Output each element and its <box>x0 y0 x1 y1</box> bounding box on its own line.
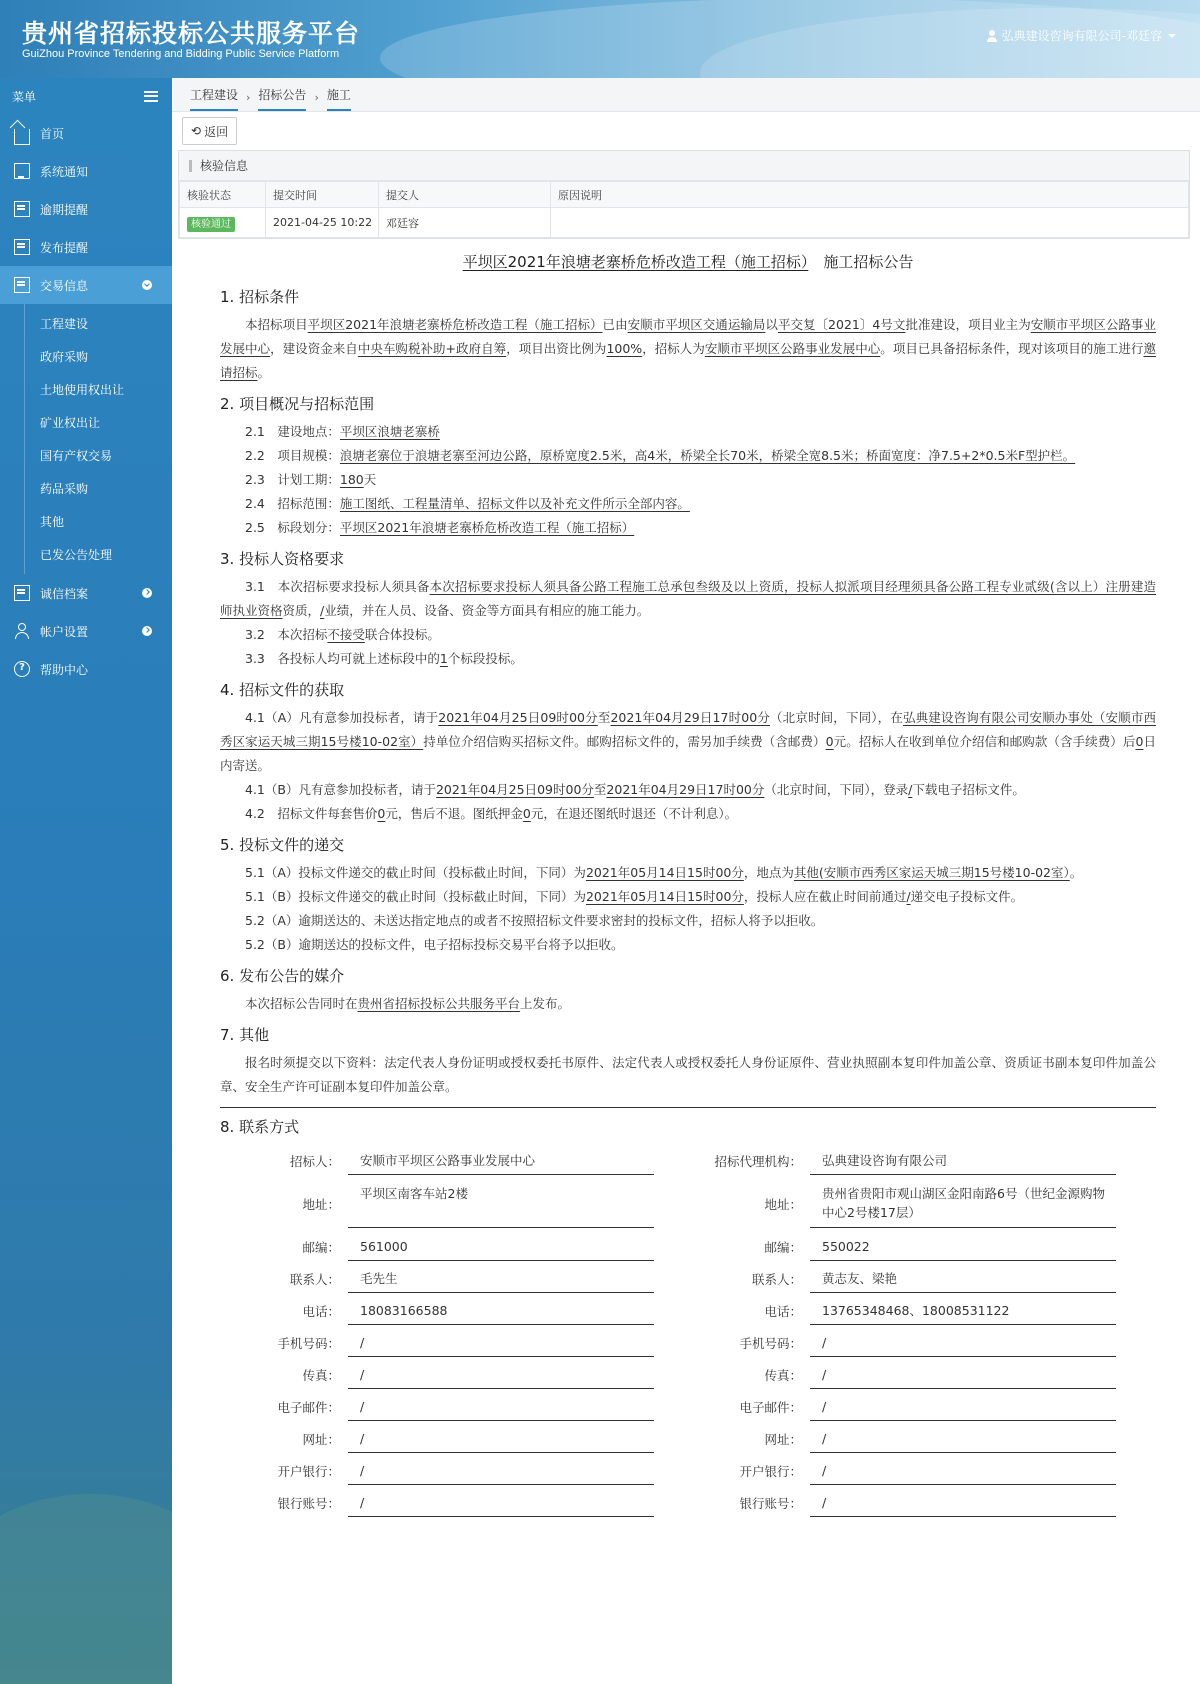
submenu-item[interactable]: 政府采购 <box>40 350 89 364</box>
menu-header <box>0 78 172 114</box>
contact-label: 银行账号： <box>739 1496 802 1511</box>
field-value: 2021年04月29日17时00分 <box>606 782 765 797</box>
list-icon <box>14 239 30 255</box>
contact-row <box>682 1295 1144 1327</box>
column-header: 提交时间 <box>266 182 379 208</box>
text: 。 <box>1069 865 1083 880</box>
contact-label: 手机号码： <box>739 1336 802 1351</box>
sidebar-item-label: 系统通知 <box>40 164 89 179</box>
contact-row <box>220 1391 682 1423</box>
contact-row <box>682 1359 1144 1391</box>
contact-row <box>220 1327 682 1359</box>
contact-row <box>220 1231 682 1263</box>
contact-label: 手机号码： <box>277 1336 340 1351</box>
section-line <box>220 420 1156 444</box>
sidebar-item-label: 帐户设置 <box>40 624 89 639</box>
user-icon <box>986 30 998 42</box>
contact-value: / <box>810 1489 1116 1517</box>
sidebar-item-overdue[interactable] <box>0 190 172 228</box>
section-line <box>220 492 1156 516</box>
toolbar <box>172 112 1200 150</box>
column-header: 提交人 <box>379 182 551 208</box>
contact-row <box>220 1177 682 1231</box>
field-value: 0 <box>377 806 386 821</box>
field-value: 邀请招标 <box>220 341 1156 380</box>
section-line <box>220 468 1156 492</box>
text: 已由 <box>602 317 628 332</box>
column-header: 原因说明 <box>551 182 1189 208</box>
list-icon <box>14 201 30 217</box>
field-value: 0 <box>1135 734 1144 749</box>
field-value: 2021年04月25日09时00分 <box>435 782 594 797</box>
text: 2.2 项目规模： <box>245 448 340 463</box>
text: 业绩，并在人员、设备、资金等方面具有相应的施工能力。 <box>324 603 650 618</box>
submenu-item[interactable]: 工程建设 <box>40 317 89 331</box>
status-cell <box>180 208 266 238</box>
contact-row <box>682 1145 1144 1177</box>
text: ，地点为 <box>743 865 794 880</box>
monitor-icon <box>14 163 30 179</box>
text: 3.2 本次招标 <box>245 627 328 642</box>
sidebar-decoration <box>0 1494 172 1684</box>
text: 。 <box>257 365 271 380</box>
text: 2.1 建设地点： <box>245 424 340 439</box>
menu-label: 菜单 <box>12 89 37 104</box>
contact-value: / <box>348 1393 654 1421</box>
sidebar-item-label: 逾期提醒 <box>40 202 89 217</box>
home-icon <box>14 129 30 145</box>
section-paragraph <box>220 313 1156 385</box>
contact-label: 开户银行： <box>277 1464 340 1479</box>
field-value: 其他(安顺市西秀区家运天城三期15号楼10-02室） <box>793 865 1070 880</box>
submenu-item[interactable]: 矿业权出让 <box>40 416 101 430</box>
divider <box>220 1107 1156 1108</box>
contact-label: 网址： <box>764 1432 802 1447</box>
contact-value: / <box>810 1329 1116 1357</box>
contact-label: 传真： <box>764 1368 802 1383</box>
submenu <box>24 304 172 574</box>
text: 元，售后不退。图纸押金 <box>385 806 523 821</box>
contact-value: 安顺市平坝区公路事业发展中心 <box>348 1147 654 1175</box>
text: 持单位介绍信购买招标文件。邮购招标文件的，需另加手续费（含邮费） <box>423 734 826 749</box>
contact-value: / <box>810 1425 1116 1453</box>
contact-label: 地址： <box>764 1197 802 1212</box>
section-line <box>220 623 1156 647</box>
section-line <box>220 992 1156 1016</box>
submitter-cell: 邓廷容 <box>379 208 551 238</box>
contact-row <box>682 1263 1144 1295</box>
section-line <box>220 516 1156 540</box>
chevron-right-icon <box>142 626 152 636</box>
text: 以 <box>765 317 778 332</box>
section-line: 5.2（B）逾期送达的投标文件，电子招标投标交易平台将予以拒收。 <box>245 937 624 952</box>
contact-value: / <box>348 1457 654 1485</box>
contact-value: 黄志友、梁艳 <box>810 1265 1116 1293</box>
title-suffix: 施工招标公告 <box>823 253 914 271</box>
user-name: 弘典建设咨询有限公司-邓廷容 <box>1001 29 1162 43</box>
sidebar-item-label: 发布提醒 <box>40 240 89 255</box>
text: 2.5 标段划分： <box>245 520 340 535</box>
back-label: 返回 <box>204 124 229 139</box>
field-value: 安顺市平坝区公路事业发展中心 <box>704 341 881 356</box>
sidebar-item-label: 首页 <box>40 126 65 141</box>
contact-column-tenderer <box>220 1145 682 1519</box>
chevron-right-icon <box>142 588 152 598</box>
sidebar-item-publish[interactable] <box>0 228 172 266</box>
contact-label: 联系人： <box>289 1272 340 1287</box>
text: ，招标人为 <box>642 341 705 356</box>
contact-row <box>220 1145 682 1177</box>
breadcrumb-separator: › <box>314 91 319 104</box>
verify-panel <box>178 150 1190 239</box>
section-heading: 5. 投标文件的递交 <box>220 836 345 854</box>
contact-value: 18083166588 <box>348 1297 654 1325</box>
contact-row <box>682 1327 1144 1359</box>
text: 2.4 招标范围： <box>245 496 340 511</box>
contact-label: 电话： <box>302 1304 340 1319</box>
section-line <box>220 802 1156 826</box>
field-value: 2021年04月25日09时00分 <box>438 710 598 725</box>
contact-label: 联系人： <box>751 1272 802 1287</box>
submenu-item[interactable]: 国有产权交易 <box>40 449 113 463</box>
text: 4.1（A）凡有意参加投标者，请于 <box>245 710 439 725</box>
main-content <box>172 78 1200 1684</box>
sidebar-item-label: 诚信档案 <box>40 586 89 601</box>
breadcrumb <box>172 78 1200 112</box>
sidebar-item-label: 帮助中心 <box>40 662 89 677</box>
reason-cell <box>551 208 1189 238</box>
section-heading: 2. 项目概况与招标范围 <box>220 395 375 413</box>
breadcrumb-item[interactable]: 施工 <box>327 86 351 111</box>
list-icon <box>14 277 30 293</box>
contact-label: 邮编： <box>302 1240 340 1255</box>
text: 个标段投标。 <box>447 651 523 666</box>
text: （北京时间，下同），在 <box>770 710 903 725</box>
text: 资质， <box>282 603 321 618</box>
field-value: 中央车购税补助+政府自筹 <box>357 341 507 356</box>
chevron-down-icon <box>142 280 152 290</box>
contact-label: 地址： <box>302 1197 340 1212</box>
field-value: 浪塘老寨位于浪塘老寨至河边公路，原桥宽度2.5米，高4米，桥梁全长70米，桥梁全宽8.5米；桥面宽度：净7.5+2*0.5米F型护栏。 <box>339 448 1076 463</box>
verify-table <box>179 181 1189 238</box>
submenu-item[interactable]: 其他 <box>40 515 65 529</box>
table-header-row <box>180 182 1189 208</box>
field-value: 平坝区浪塘老寨桥 <box>339 424 440 439</box>
contact-label: 邮编： <box>764 1240 802 1255</box>
section-line <box>220 575 1156 623</box>
text: 递交电子投标文件。 <box>910 889 1024 904</box>
field-value: 平坝区2021年浪塘老寨桥危桥改造工程（施工招标） <box>339 520 635 535</box>
contact-row <box>682 1177 1144 1231</box>
text: 日内寄送。 <box>220 734 1156 773</box>
announcement-document <box>172 251 1200 1519</box>
field-value: 2021年04月29日17时00分 <box>610 710 770 725</box>
sidebar-item-label: 交易信息 <box>40 278 89 293</box>
title-project: 平坝区2021年浪塘老寨桥危桥改造工程（施工招标） <box>462 253 809 271</box>
sidebar-item-home[interactable] <box>0 114 172 152</box>
contact-value: 550022 <box>810 1233 1116 1261</box>
text: ，投标人应在截止时间前通过 <box>743 889 907 904</box>
contact-row <box>220 1359 682 1391</box>
contact-value: / <box>348 1361 654 1389</box>
field-value: 180 <box>339 472 364 487</box>
field-value: 0 <box>825 734 834 749</box>
section-line <box>220 778 1156 802</box>
field-value: 1 <box>439 651 448 666</box>
field-value: 不接受 <box>327 627 365 642</box>
section-heading: 7. 其他 <box>220 1026 270 1044</box>
contact-row <box>220 1263 682 1295</box>
user-menu[interactable] <box>986 27 1176 44</box>
contact-row <box>682 1231 1144 1263</box>
time-cell: 2021-04-25 10:22 <box>266 208 379 238</box>
contact-label: 电话： <box>764 1304 802 1319</box>
contact-grid <box>220 1145 1156 1519</box>
field-value: 贵州省招标投标公共服务平台 <box>357 996 521 1011</box>
contact-value: 弘典建设咨询有限公司 <box>810 1147 1116 1175</box>
contact-row <box>220 1423 682 1455</box>
contact-value: 561000 <box>348 1233 654 1261</box>
contact-value: 13765348468、18008531122 <box>810 1297 1116 1325</box>
verify-title-text: 核验信息 <box>200 159 249 173</box>
text: 至 <box>593 782 607 797</box>
field-value: 平交复〔2021〕4号文 <box>777 317 906 332</box>
text: 天 <box>363 472 377 487</box>
section-line <box>220 885 1156 909</box>
contact-row <box>220 1295 682 1327</box>
field-value: / <box>906 889 911 904</box>
status-badge: 核验通过 <box>187 217 235 232</box>
text: 本招标项目 <box>245 317 308 332</box>
breadcrumb-item[interactable]: 招标公告 <box>258 86 306 111</box>
section-line <box>220 647 1156 671</box>
contact-value: / <box>348 1425 654 1453</box>
sidebar-item-credit[interactable] <box>0 574 172 612</box>
contact-column-agency <box>682 1145 1144 1519</box>
text: 联合体投标。 <box>364 627 440 642</box>
contact-row <box>220 1455 682 1487</box>
field-value: 平坝区2021年浪塘老寨桥危桥改造工程（施工招标） <box>307 317 603 332</box>
contact-label: 电子邮件： <box>739 1400 802 1415</box>
field-value: 本次招标要求投标人须具备公路工程施工总承包叁级及以上资质，投标人拟派项目经理须具备公路工程专业贰级(含以上）注册建造师执业资格 <box>220 579 1156 618</box>
text: 5.1（A）投标文件递交的截止时间（投标截止时间，下同）为 <box>245 865 586 880</box>
field-value: 安顺市平坝区公路事业发展中心 <box>220 317 1156 356</box>
section-line <box>220 706 1156 778</box>
field-value: 2021年05月14日15时00分 <box>585 889 744 904</box>
section-heading: 8. 联系方式 <box>220 1118 300 1136</box>
text: 元。招标人在收到单位介绍信和邮购款（含手续费）后 <box>833 734 1136 749</box>
contact-label: 银行账号： <box>277 1496 340 1511</box>
field-value: 施工图纸、工程量清单、招标文件以及补充文件所示全部内容。 <box>339 496 690 511</box>
table-row <box>180 208 1189 238</box>
sidebar-item-notice[interactable] <box>0 152 172 190</box>
text: （北京时间，下同），登录 <box>764 782 909 797</box>
user-icon <box>14 623 30 639</box>
site-subtitle: GuiZhou Province Tendering and Bidding Public Service Platform <box>22 48 340 60</box>
text: ，项目出资比例为 <box>506 341 607 356</box>
hamburger-icon[interactable] <box>144 91 158 102</box>
text: 4.2 招标文件每套售价 <box>245 806 378 821</box>
field-value: / <box>908 782 913 797</box>
field-value: / <box>320 603 325 618</box>
list-icon <box>14 585 30 601</box>
contact-label: 招标代理机构： <box>714 1154 802 1169</box>
text: 4.1（B）凡有意参加投标者，请于 <box>245 782 436 797</box>
contact-value: 毛先生 <box>348 1265 654 1293</box>
contact-value: / <box>348 1329 654 1357</box>
verify-title <box>179 151 1189 181</box>
section-heading: 1. 招标条件 <box>220 288 300 306</box>
submenu-item[interactable]: 已发公告处理 <box>40 548 113 562</box>
section-heading: 4. 招标文件的获取 <box>220 681 345 699</box>
document-title <box>220 251 1156 272</box>
text: 上发布。 <box>520 996 571 1011</box>
contact-value: 平坝区南客车站2楼 <box>348 1180 654 1228</box>
text: 。项目已具备招标条件，现对该项目的施工进行 <box>880 341 1144 356</box>
text: 至 <box>597 710 611 725</box>
text: 下载电子招标文件。 <box>912 782 1025 797</box>
back-icon: ⟲ <box>191 124 202 138</box>
field-value: 0 <box>522 806 531 821</box>
breadcrumb-item[interactable]: 工程建设 <box>190 86 238 111</box>
sidebar-item-help[interactable] <box>0 650 172 688</box>
contact-row <box>682 1391 1144 1423</box>
section-line: 5.2（A）逾期送达的、未送达指定地点的或者不按照招标文件要求密封的投标文件，招标人将予以拒收。 <box>245 913 824 928</box>
text: 3.1 本次招标要求投标人须具备 <box>245 579 430 594</box>
contact-label: 传真： <box>302 1368 340 1383</box>
caret-down-icon <box>1168 34 1176 38</box>
text: ，建设资金来自 <box>270 341 358 356</box>
contact-label: 电子邮件： <box>277 1400 340 1415</box>
section-paragraph: 报名时须提交以下资料：法定代表人身份证明或授权委托书原件、法定代表人或授权委托人身份证原件、营业执照副本复印件加盖公章、资质证书副本复印件加盖公章、安全生产许可证副本复印件加盖公章。 <box>220 1055 1156 1094</box>
help-icon: ? <box>14 661 30 677</box>
section-heading: 6. 发布公告的媒介 <box>220 967 345 985</box>
column-header: 核验状态 <box>180 182 266 208</box>
contact-label: 网址： <box>302 1432 340 1447</box>
text: 5.1（B）投标文件递交的截止时间（投标截止时间，下同）为 <box>245 889 586 904</box>
sidebar-item-account[interactable] <box>0 612 172 650</box>
text: 3.3 各投标人均可就上述标段中的 <box>245 651 440 666</box>
field-value: 2021年05月14日15时00分 <box>585 865 744 880</box>
sidebar-item-trade[interactable] <box>0 266 172 304</box>
back-button[interactable] <box>182 117 237 145</box>
field-value: 安顺市平坝区交通运输局 <box>627 317 766 332</box>
field-value: 弘典建设咨询有限公司安顺办事处（安顺市西秀区家运天城三期15号楼10-02室） <box>220 710 1156 749</box>
contact-row <box>220 1487 682 1519</box>
contact-row <box>682 1423 1144 1455</box>
page-header <box>0 0 1200 78</box>
section-line <box>220 444 1156 468</box>
contact-label: 开户银行： <box>739 1464 802 1479</box>
contact-label: 招标人： <box>289 1154 340 1169</box>
contact-row <box>682 1487 1144 1519</box>
contact-value: / <box>810 1361 1116 1389</box>
contact-value: 贵州省贵阳市观山湖区金阳南路6号（世纪金源购物中心2号楼17层） <box>810 1180 1116 1228</box>
text: 本次招标公告同时在 <box>245 996 358 1011</box>
section-line <box>220 861 1156 885</box>
contact-value: / <box>810 1393 1116 1421</box>
submenu-item[interactable]: 药品采购 <box>40 482 89 496</box>
submenu-item[interactable]: 土地使用权出让 <box>40 383 125 397</box>
site-title[interactable]: 贵州省招标投标公共服务平台 <box>22 19 361 48</box>
contact-value: / <box>348 1489 654 1517</box>
text: 批准建设，项目业主为 <box>905 317 1031 332</box>
breadcrumb-separator: › <box>246 91 251 104</box>
field-value: 100% <box>606 341 643 356</box>
contact-value: / <box>810 1457 1116 1485</box>
title-bar <box>189 160 192 172</box>
sidebar <box>0 78 172 1684</box>
contact-row <box>682 1455 1144 1487</box>
text: 2.3 计划工期： <box>245 472 340 487</box>
section-heading: 3. 投标人资格要求 <box>220 550 345 568</box>
text: 元，在退还图纸时退还（不计利息）。 <box>530 806 738 821</box>
